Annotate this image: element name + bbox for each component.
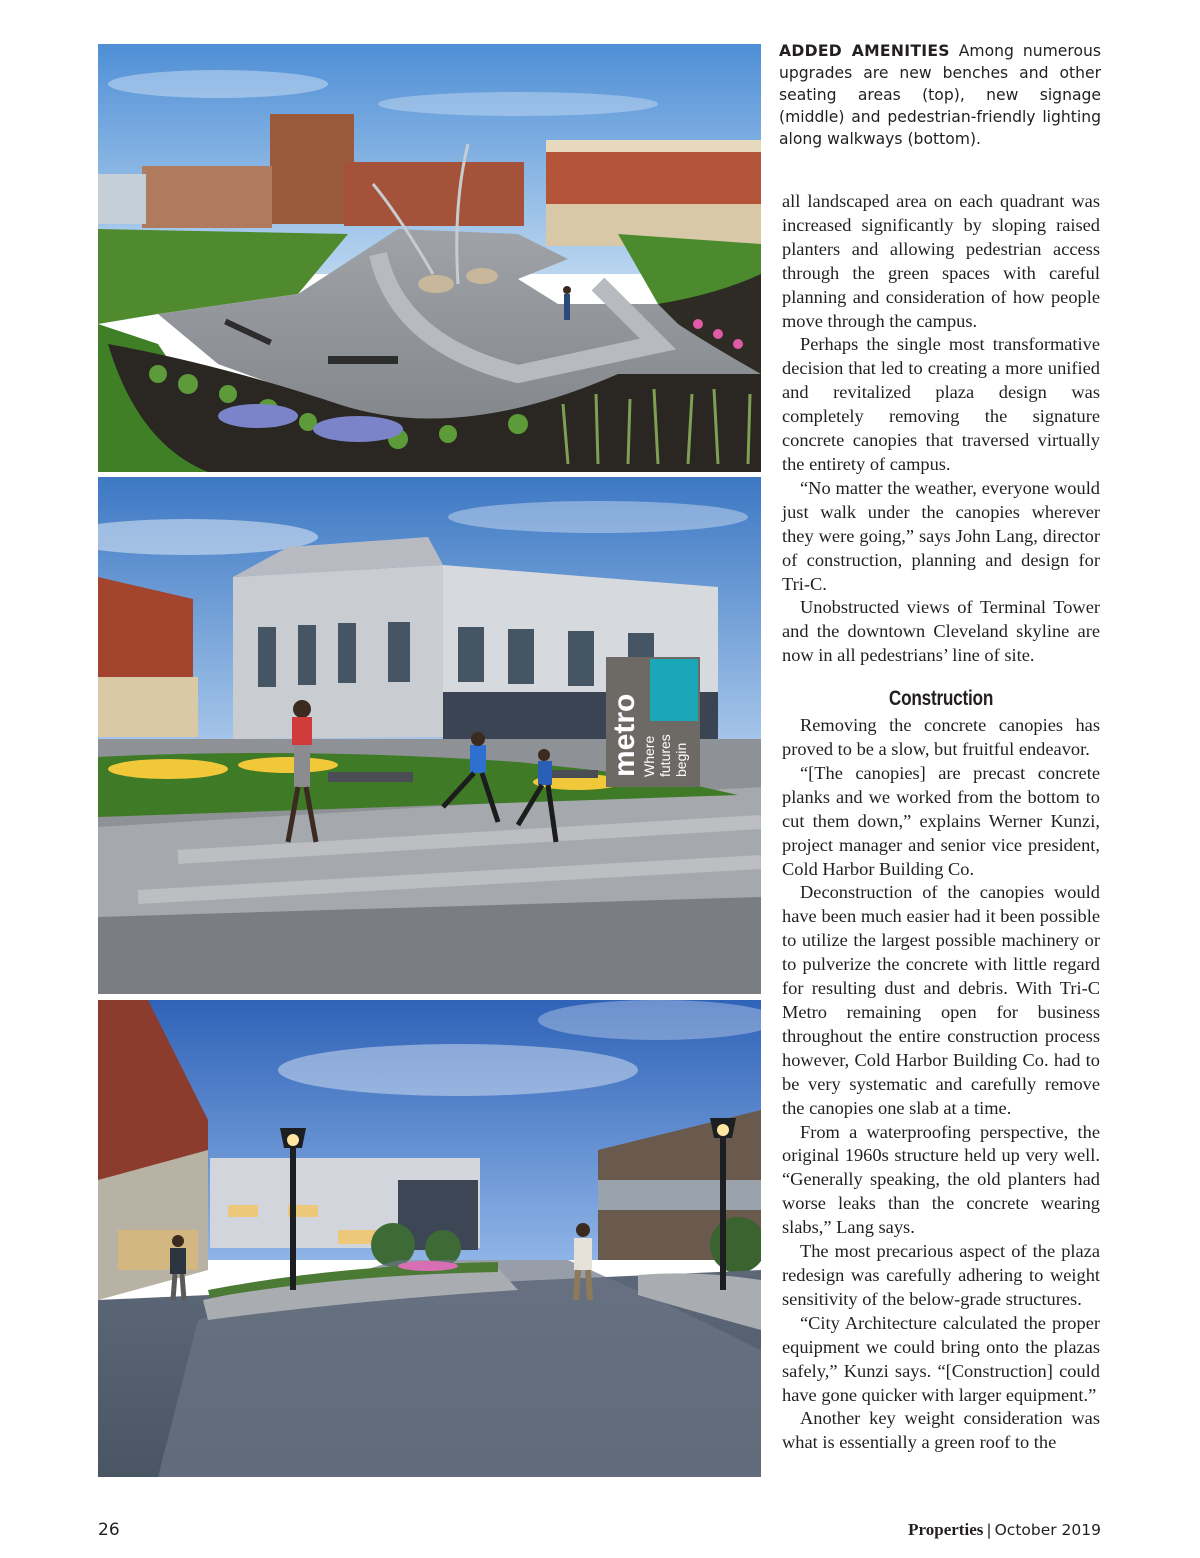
photo-caption	[779, 40, 1101, 150]
metro-sign-line1: Where	[641, 735, 657, 777]
article-paragraph: From a waterproofing perspective, the original 1960s structure held up very well. “Generally speaking, the old planters had worse leaks than the concrete wearing slabs,” Lang says.	[782, 1121, 1100, 1238]
photo-metro-signage	[98, 477, 761, 994]
caption-text: Among numerous upgrades are new benches and other seating areas (top), new signage (middle) and pedestrian-friendly lighting along walkways (bottom).	[779, 42, 1101, 148]
metro-sign-line3: begin	[673, 742, 689, 777]
page-footer	[908, 1520, 1101, 1540]
caption-lead: ADDED AMENITIES	[779, 42, 950, 60]
article-paragraph: Unobstructed views of Terminal Tower and the downtown Cleveland skyline are now in all pedestrians’ line of site.	[782, 597, 1100, 666]
article-paragraph: Removing the concrete canopies has proved to be a slow, but fruitful endeavor.	[782, 715, 1100, 760]
section-heading: Construction	[888, 687, 994, 711]
article-paragraph: “City Architecture calculated the proper equipment we could bring onto the plazas safely,” Kunzi says. “[Construction] could have gone quicker with larger equipment.”	[782, 1312, 1100, 1405]
article-paragraph: Another key weight consideration was what is essentially a green roof to the	[782, 1408, 1100, 1453]
article-body	[782, 190, 1100, 1455]
photo-walkway-lighting	[98, 1000, 761, 1477]
metro-sign-line2: futures	[657, 734, 673, 777]
issue-date: October 2019	[994, 1521, 1101, 1539]
article-paragraph: The most precarious aspect of the plaza redesign was carefully adhering to weight sensitivity of the below-grade structures.	[782, 1241, 1100, 1309]
page-number: 26	[98, 1520, 120, 1540]
article-paragraph: Deconstruction of the canopies would have been much easier had it been possible to utilize the largest possible machinery or to pulverize the concrete with little regard for resulting dust and debris. With Tri-C Metro remaining open for business throughout the entire construction process however, Cold Harbor Building Co. had to be very systematic and carefully remove the canopies one slab at a time.	[782, 882, 1100, 1118]
article-paragraph: Perhaps the single most transformative decision that led to creating a more unified and revitalized plaza design was completely removing the signature concrete canopies that traversed virtually the entirety of campus.	[782, 334, 1100, 474]
footer-separator: |	[986, 1521, 992, 1539]
article-paragraph: “No matter the weather, everyone would just walk under the canopies wherever they were going,” says John Lang, director of construction, planning and design for Tri-C.	[782, 477, 1100, 594]
magazine-name: Properties	[908, 1520, 984, 1539]
article-paragraph: all landscaped area on each quadrant was increased significantly by sloping raised planters and allowing pedestrian access through the green spaces with careful planning and consideration of how people move through the campus.	[782, 191, 1100, 331]
metro-sign-brand: metro	[608, 693, 641, 777]
article-paragraph: “[The canopies] are precast concrete planks and we worked from the bottom to cut them down,” explains Werner Kunzi, project manager and senior vice president, Cold Harbor Building Co.	[782, 762, 1100, 879]
photo-plaza-benches	[98, 44, 761, 472]
